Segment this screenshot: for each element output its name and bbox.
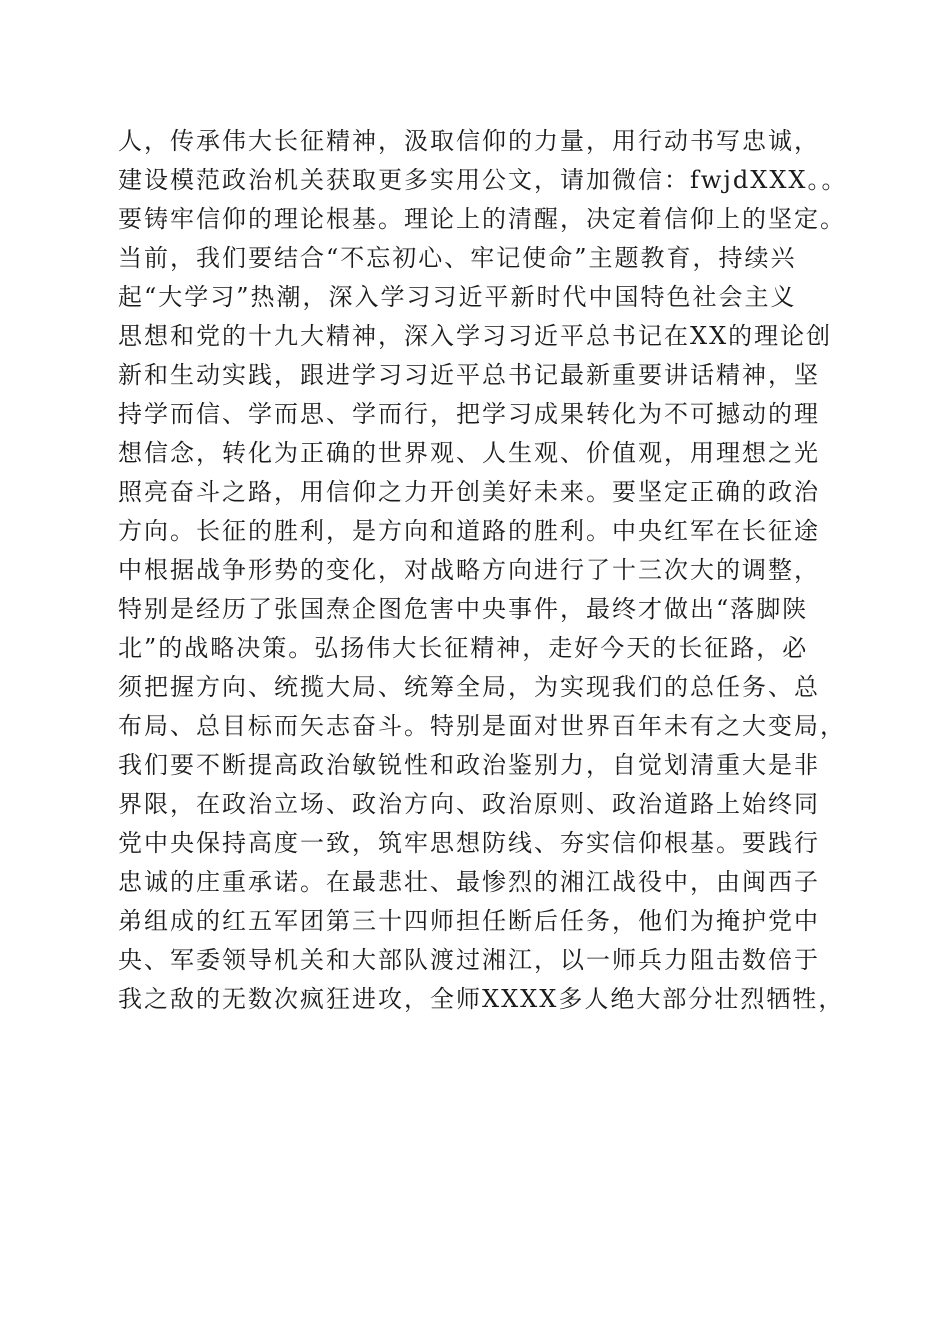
text-line-1: 人，传承伟大长征精神，汲取信仰的力量，用行动书写忠诚， [118, 127, 820, 155]
text-line-23: 我之敌的无数次疯狂进攻，全师XXXX多人绝大部分壮烈牺牲， [118, 985, 845, 1013]
body-text [118, 122, 858, 1019]
text-line-16: 布局、总目标而矢志奋斗。特别是面对世界百年未有之大变局， [118, 712, 846, 740]
text-line-5: 起“大学习”热潮，深入学习习近平新时代中国特色社会主义 [118, 283, 797, 311]
text-line-6: 思想和党的十九大精神，深入学习习近平总书记在XX的理论创 [118, 322, 833, 350]
text-line-2: 建设模范政治机关获取更多实用公文，请加微信：fwjdXXX。。 [118, 166, 848, 194]
text-line-3: 要铸牢信仰的理论根基。理论上的清醒，决定着信仰上的坚定。 [118, 205, 846, 233]
text-line-14: 北”的战略决策。弘扬伟大长征精神，走好今天的长征路，必 [118, 634, 809, 662]
text-line-9: 想信念，转化为正确的世界观、人生观、价值观，用理想之光 [118, 439, 820, 467]
text-line-21: 弟组成的红五军团第三十四师担任断后任务，他们为掩护党中 [118, 907, 820, 935]
text-line-18: 界限，在政治立场、政治方向、政治原则、政治道路上始终同 [118, 790, 820, 818]
text-line-11: 方向。长征的胜利，是方向和道路的胜利。中央红军在长征途 [118, 517, 820, 545]
text-line-4: 当前，我们要结合“不忘初心、牢记使命”主题教育，持续兴 [118, 244, 797, 272]
text-line-22: 央、军委领导机关和大部队渡过湘江，以一师兵力阻击数倍于 [118, 946, 820, 974]
text-line-17: 我们要不断提高政治敏锐性和政治鉴别力，自觉划清重大是非 [118, 751, 820, 779]
text-line-10: 照亮奋斗之路，用信仰之力开创美好未来。要坚定正确的政治 [118, 478, 820, 506]
text-line-7: 新和生动实践，跟进学习习近平总书记最新重要讲话精神，坚 [118, 361, 820, 389]
text-line-20: 忠诚的庄重承诺。在最悲壮、最惨烈的湘江战役中，由闽西子 [118, 868, 820, 896]
text-line-19: 党中央保持高度一致，筑牢思想防线、夯实信仰根基。要践行 [118, 829, 820, 857]
text-line-8: 持学而信、学而思、学而行，把学习成果转化为不可撼动的理 [118, 400, 820, 428]
text-line-13: 特别是经历了张国焘企图危害中央事件，最终才做出“落脚陕 [118, 595, 809, 623]
text-line-15: 须把握方向、统揽大局、统筹全局，为实现我们的总任务、总 [118, 673, 820, 701]
text-line-12: 中根据战争形势的变化，对战略方向进行了十三次大的调整， [118, 556, 820, 584]
